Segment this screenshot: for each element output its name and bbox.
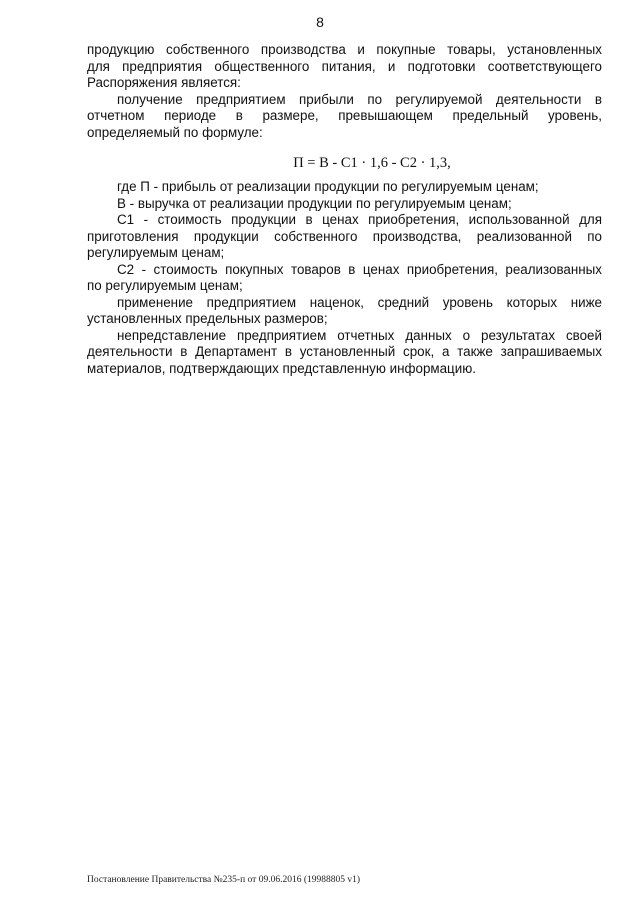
text-line: по регулируемым ценам; [87,278,243,293]
text-line: где П - прибыль от реализации продукции по регулируемым ценам; [117,179,539,194]
definition-c2 [87,262,602,295]
text-line: регулируемым ценам; [87,245,225,260]
paragraph [87,92,602,142]
definition-profit [87,179,602,196]
text-line: материалов, подтверждающих представленную информацию. [87,360,476,376]
text-line: непредставление предприятием отчетных данных о результатах своей [117,327,602,343]
text-line: получение предприятием прибыли по регулируемой деятельности в [117,91,602,107]
definition-c1 [87,212,602,262]
text-line: С2 - стоимость покупных товаров в ценах приобретения, реализованных [117,261,602,277]
definition-revenue [87,196,602,213]
paragraph-markups [87,295,602,328]
text-line: для предприятия общественного питания, и подготовки соответствующего [87,58,602,74]
text-line: продукцию собственного производства и покупные товары, установленных [87,42,602,57]
profit-formula: П = В - С1 · 1,6 - С2 · 1,3, [293,155,451,171]
paragraph-reporting [87,328,602,378]
document-footer: Постановление Правительства №235-п от 09.06.2016 (19988805 v1) [87,875,361,885]
text-line: определяемый по формуле: [87,124,263,140]
text-line: отчетном периоде в размере, превышающем предельный уровень, [87,108,602,123]
text-line: В - выручка от реализации продукции по регулируемым ценам; [117,195,512,211]
text-line: деятельности в Департамент в установленный срок, а также запрашиваемых [87,344,602,359]
paragraph [87,42,602,92]
text-line: установленных предельных размеров; [87,311,328,326]
document-body [87,42,602,377]
text-line: приготовления продукции собственного производства, реализованной по [87,228,602,244]
text-line: С1 - стоимость продукции в ценах приобретения, использованной для [117,212,602,227]
text-line: Распоряжения является: [87,75,241,90]
page-number: 8 [316,14,324,30]
text-line: применение предприятием наценок, средний уровень которых ниже [117,294,602,310]
